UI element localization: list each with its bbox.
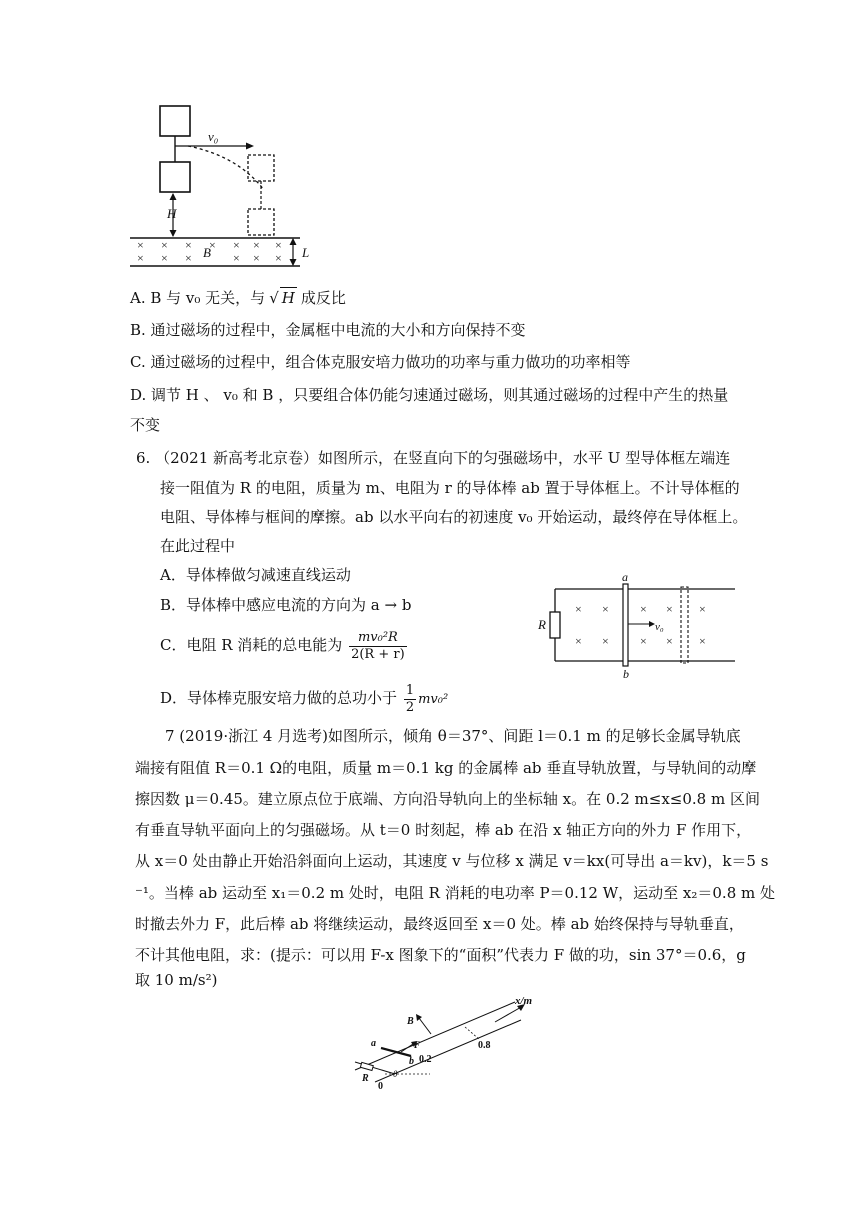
q7-label-R: R xyxy=(362,1073,369,1084)
q7-label-08: 0.8 xyxy=(478,1040,491,1051)
q7-stem-line-7: 时撤去外力 F，此后棒 ab 将继续运动，最终返回至 x＝0 处。棒 ab 始终保持与导轨垂直， xyxy=(135,915,744,933)
svg-text:×: × xyxy=(666,634,673,648)
q7-resistor xyxy=(360,1062,373,1070)
q7-label-theta: θ xyxy=(393,1069,398,1079)
q6-label-b: b xyxy=(623,667,629,680)
q6-figure xyxy=(535,572,740,680)
svg-text:×: × xyxy=(137,251,144,265)
q5-option-a: A. B 与 v₀ 无关，与 √ H 成反比 xyxy=(130,289,346,307)
q5-option-b: B. 通过磁场的过程中，金属框中电流的大小和方向保持不变 xyxy=(130,321,526,339)
svg-text:×: × xyxy=(185,251,192,265)
q6-option-c: C．电阻 R 消耗的总电能为 $\frac{\text{mv₀²R}}{2(R + r)}$ xyxy=(160,629,405,662)
q7-stem-line-8: 不计其他电阻，求：(提示：可以用 F-x 图象下的“面积”代表力 F 做的功，sin 37°＝0.6，g xyxy=(135,946,746,964)
q5-figure xyxy=(128,98,318,272)
svg-text:×: × xyxy=(233,251,240,265)
q6-stem-line-3: 电阻、导体棒与框间的摩擦。ab 以水平向右的初速度 v₀ 开始运动，最终停在导体框上。 xyxy=(160,508,748,526)
q7-stem-line-2: 端接有阻值 R＝0.1 Ω的电阻，质量 m＝0.1 kg 的金属棒 ab 垂直导轨放置，与导轨间的动摩 xyxy=(135,759,757,777)
q5-option-d-cont: 不变 xyxy=(130,416,161,434)
svg-text:×: × xyxy=(602,602,609,616)
q6-stem-line-2: 接一阻值为 R 的电阻，质量为 m、电阻为 r 的导体棒 ab 置于导体框上。不计导体框的 xyxy=(160,479,740,497)
q6-stem-line-4: 在此过程中 xyxy=(160,537,236,555)
svg-text:×: × xyxy=(666,602,673,616)
q5-label-v0: v₀ xyxy=(208,129,219,144)
svg-text:×: × xyxy=(699,634,706,648)
q6-stem-line-1: 6. （2021 新高考北京卷）如图所示，在竖直向下的匀强磁场中，水平 U 型导体框左端连 xyxy=(136,449,731,467)
svg-text:×: × xyxy=(275,238,282,252)
q5-label-H: H xyxy=(167,206,177,221)
q6-rod-ab xyxy=(623,584,628,666)
q7-stem-line-1: 7 (2019·浙江 4 月选考)如图所示，倾角 θ＝37°、间距 l＝0.1 m 的足够长金属导轨底 xyxy=(165,727,741,745)
q7-stem-line-4: 有垂直导轨平面向上的匀强磁场。从 t＝0 时刻起，棒 ab 在沿 x 轴正方向的外力 F 作用下， xyxy=(135,821,752,839)
q6-label-v0: v₀ xyxy=(655,621,664,633)
svg-text:×: × xyxy=(209,238,216,252)
q6-option-b: B．导体棒中感应电流的方向为 a → b xyxy=(160,596,412,614)
svg-text:×: × xyxy=(253,238,260,252)
q7-label-02: 0.2 xyxy=(419,1054,432,1065)
q7-label-x: x/m xyxy=(515,995,533,1007)
q7-rod-ab xyxy=(381,1048,411,1056)
svg-text:×: × xyxy=(161,251,168,265)
q7-label-B: B xyxy=(407,1016,414,1027)
svg-text:×: × xyxy=(253,251,260,265)
q7-stem-line-5: 从 x＝0 处由静止开始沿斜面向上运动，其速度 v 与位移 x 满足 v＝kx(可导出 a＝kv)，k＝5 s xyxy=(135,852,769,870)
q5-option-c: C. 通过磁场的过程中，组合体克服安培力做功的功率与重力做功的功率相等 xyxy=(130,353,631,371)
q5-label-B: B xyxy=(203,245,211,260)
svg-text:×: × xyxy=(575,602,582,616)
q7-label-F: F xyxy=(414,1040,421,1050)
q7-stem-line-9: 取 10 m/s²) xyxy=(135,971,218,989)
q5-label-L: L xyxy=(302,245,310,260)
q7-label-0: 0 xyxy=(378,1081,383,1092)
svg-text:×: × xyxy=(185,238,192,252)
q6-option-d: D．导体棒克服安培力做的总功小于 $\frac{1}{2}$ mv₀² xyxy=(160,682,449,715)
q6-resistor xyxy=(550,612,560,638)
q7-stem-line-6: ⁻¹。当棒 ab 运动至 x₁＝0.2 m 处时，电阻 R 消耗的电功率 P＝0.12 W，运动至 x₂＝0.8 m 处 xyxy=(135,884,776,902)
svg-text:×: × xyxy=(640,602,647,616)
svg-text:×: × xyxy=(699,602,706,616)
svg-text:×: × xyxy=(640,634,647,648)
q6-field-crosses xyxy=(575,602,706,648)
q5-lower-frame xyxy=(160,162,190,192)
q5-upper-frame xyxy=(160,106,190,136)
q6-option-a: A．导体棒做匀减速直线运动 xyxy=(160,566,351,584)
svg-text:×: × xyxy=(602,634,609,648)
q7-label-b: b xyxy=(409,1056,414,1067)
svg-text:×: × xyxy=(233,238,240,252)
q7-label-a: a xyxy=(371,1038,376,1049)
q7-stem-line-3: 擦因数 μ＝0.45。建立原点位于底端、方向沿导轨向上的坐标轴 x。在 0.2 m≤x≤0.8 m 区间 xyxy=(135,790,760,808)
q5-option-d: D. 调节 H 、 v₀ 和 B ，只要组合体仍能匀速通过磁场，则其通过磁场的过程中产生的热量 xyxy=(130,386,729,404)
svg-text:×: × xyxy=(137,238,144,252)
q6-label-a: a xyxy=(622,572,628,584)
q6-label-R: R xyxy=(538,617,546,632)
q7-figure xyxy=(345,992,555,1098)
svg-text:×: × xyxy=(575,634,582,648)
svg-text:×: × xyxy=(161,238,168,252)
svg-text:×: × xyxy=(275,251,282,265)
